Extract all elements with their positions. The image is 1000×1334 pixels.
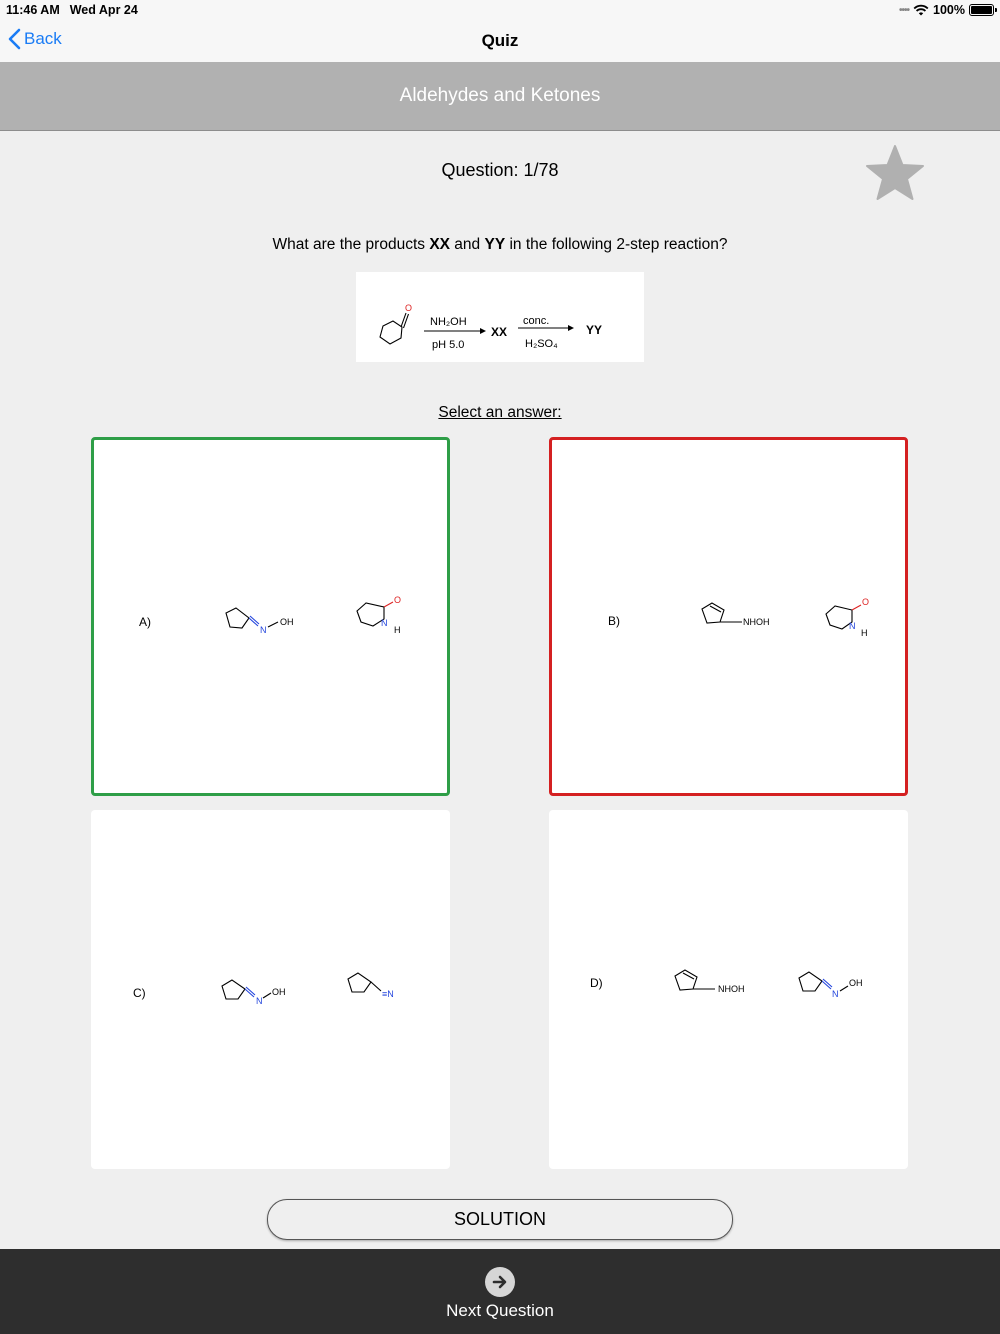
answer-c-drawing	[91, 810, 450, 1169]
carbonyl-oxygen: O	[405, 303, 413, 313]
answer-a-mol2-h: H	[394, 625, 401, 635]
status-time	[6, 3, 138, 17]
battery-percent: 100%	[933, 3, 965, 17]
answer-option-c[interactable]	[91, 810, 450, 1169]
answer-b-mol2-n: N	[849, 621, 856, 631]
arrow-right-circle-icon	[485, 1267, 515, 1297]
subject-title: Aldehydes and Ketones	[399, 85, 601, 106]
next-question-label: Next Question	[446, 1300, 554, 1320]
answer-a-label: A)	[139, 615, 151, 629]
answer-d-mol2-n: N	[832, 989, 839, 999]
navigation-bar	[0, 22, 1000, 62]
question-counter: Question: 1/78	[441, 160, 559, 180]
battery-icon	[969, 4, 994, 16]
answer-a-drawing	[94, 440, 447, 793]
reaction-scheme-drawing	[356, 272, 644, 362]
bottom-toolbar	[0, 1249, 1000, 1334]
reaction-scheme	[356, 272, 644, 362]
signal-dots-icon: ••••	[899, 4, 910, 16]
product-label: YY	[586, 323, 603, 337]
solution-button[interactable]	[267, 1199, 733, 1240]
answer-b-mol2-h: H	[861, 628, 868, 638]
answer-d-drawing	[549, 810, 908, 1169]
page-title: Quiz	[481, 31, 519, 50]
select-answer-label: Select an answer:	[438, 404, 562, 421]
answer-d-mol2-text: OH	[849, 978, 863, 988]
back-button-label: Back	[24, 29, 62, 48]
question-text-part3: in the following 2-step reaction?	[505, 236, 728, 253]
next-question-button[interactable]	[0, 1249, 1000, 1334]
status-time-text: 11:46 AM	[6, 3, 60, 17]
answer-option-b[interactable]	[549, 437, 908, 796]
answer-a-mol1-n: N	[260, 625, 267, 635]
status-date-text: Wed Apr 24	[69, 3, 138, 17]
answer-a-mol2-o: O	[394, 595, 402, 605]
question-text	[0, 236, 1000, 254]
answer-b-drawing	[552, 440, 905, 793]
answer-c-mol2-text: ≡N	[382, 989, 394, 999]
wifi-icon	[913, 4, 929, 16]
solution-button-label: SOLUTION	[453, 1209, 546, 1229]
answer-d-label: D)	[590, 976, 603, 990]
answer-a-mol2-n: N	[381, 618, 388, 628]
answer-a-mol1-text: OH	[280, 617, 294, 627]
answer-b-label: B)	[608, 614, 620, 628]
subject-header	[0, 62, 1000, 131]
question-text-part2: and	[450, 236, 485, 253]
star-icon[interactable]	[864, 144, 926, 202]
reagent1-bottom: pH 5.0	[432, 339, 465, 351]
question-yy: YY	[484, 236, 506, 253]
answer-b-mol1-text: NHOH	[743, 617, 770, 627]
reagent2-top: conc.	[523, 315, 550, 327]
question-xx: XX	[429, 236, 450, 253]
answer-c-mol1-text: OH	[272, 987, 286, 997]
question-text-part1: What are the products	[272, 236, 430, 253]
answer-option-d[interactable]	[549, 810, 908, 1169]
answer-option-a[interactable]	[91, 437, 450, 796]
intermediate-label: XX	[491, 325, 508, 339]
answer-d-mol1-text: NHOH	[718, 984, 745, 994]
status-bar	[0, 0, 1000, 22]
answer-c-label: C)	[133, 986, 146, 1000]
answer-b-mol2-o: O	[862, 597, 870, 607]
answer-c-mol1-n: N	[256, 996, 263, 1006]
status-right	[899, 3, 994, 17]
reagent1-top: NH₂OH	[430, 316, 467, 328]
reagent2-bottom: H₂SO₄	[525, 338, 558, 350]
